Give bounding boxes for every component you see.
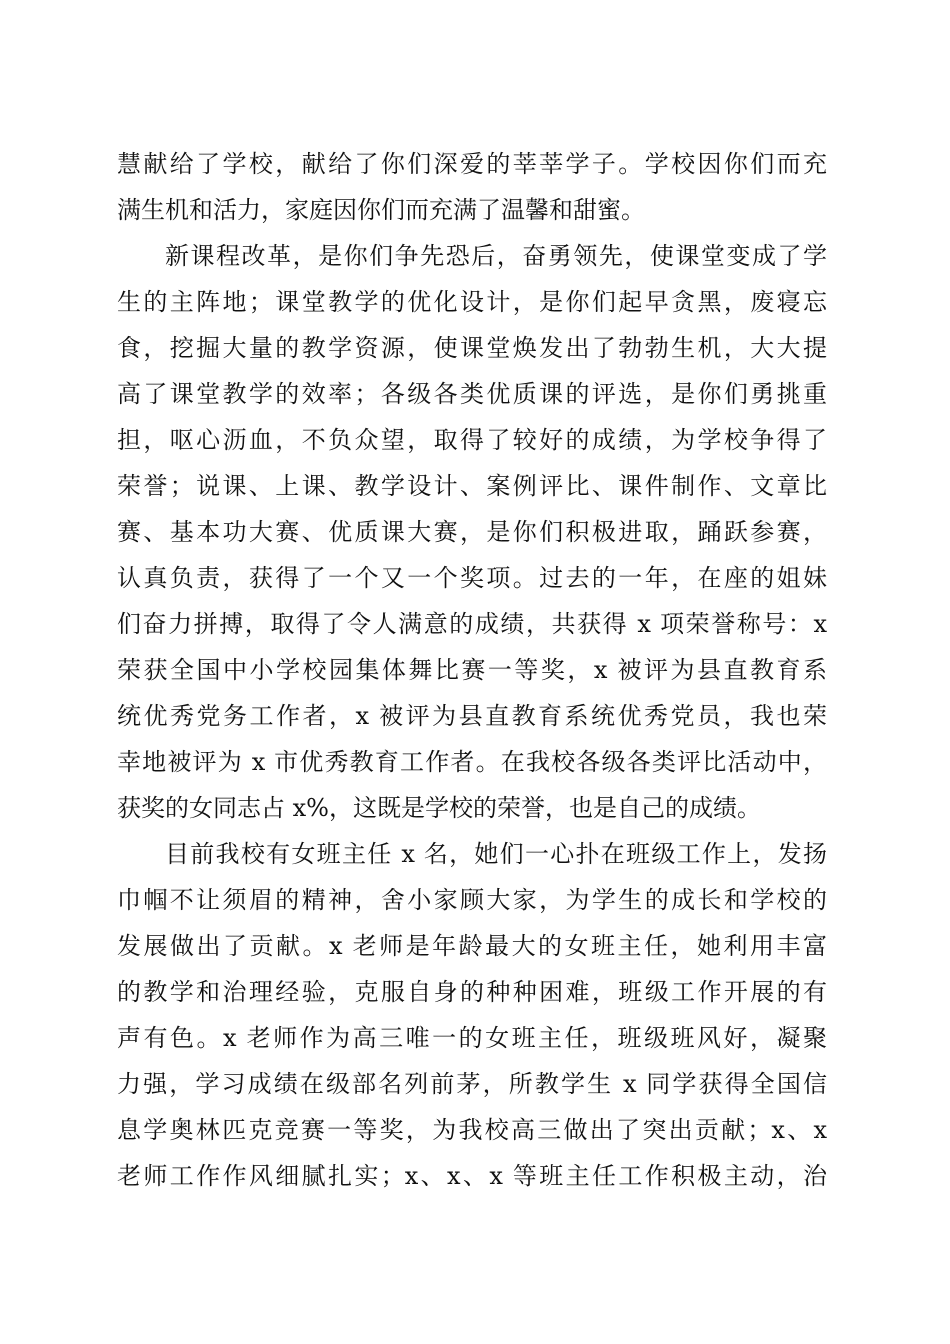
text-line: 担，呕心沥血，不负众望，取得了较好的成绩，为学校争得了	[117, 426, 827, 454]
text-line: 获奖的女同志占 x%，这既是学校的荣誉，也是自己的成绩。	[117, 794, 761, 822]
text-line: 荣获全国中小学校园集体舞比赛一等奖，x 被评为县直教育系	[117, 656, 827, 684]
text-line: 声有色。x 老师作为高三唯一的女班主任，班级班风好，凝聚	[117, 1024, 827, 1052]
text-line: 荣誉；说课、上课、教学设计、案例评比、课件制作、文章比	[117, 472, 827, 500]
text-line: 赛、基本功大赛、优质课大赛，是你们积极进取，踊跃参赛，	[117, 518, 827, 546]
text-line: 息学奥林匹克竞赛一等奖，为我校高三做出了突出贡献；x、x	[117, 1116, 827, 1144]
text-line: 统优秀党务工作者，x 被评为县直教育系统优秀党员，我也荣	[117, 702, 827, 730]
text-line: 认真负责，获得了一个又一个奖项。过去的一年，在座的姐妹	[117, 564, 827, 592]
document-body	[117, 141, 827, 1199]
text-line: 生的主阵地；课堂教学的优化设计，是你们起早贪黑，废寝忘	[117, 288, 827, 316]
text-line: 的教学和治理经验，克服自身的种种困难，班级工作开展的有	[117, 978, 827, 1006]
text-line: 目前我校有女班主任 x 名，她们一心扑在班级工作上，发扬	[165, 840, 827, 868]
text-line: 们奋力拼搏，取得了令人满意的成绩，共获得 x 项荣誉称号：x	[117, 610, 827, 638]
text-line: 发展做出了贡献。x 老师是年龄最大的女班主任，她利用丰富	[117, 932, 827, 960]
text-line: 力强，学习成绩在级部名列前茅，所教学生 x 同学获得全国信	[117, 1070, 827, 1098]
text-line: 幸地被评为 x 市优秀教育工作者。在我校各级各类评比活动中，	[117, 748, 827, 776]
text-line: 老师工作作风细腻扎实；x、x、x 等班主任工作积极主动，治	[117, 1162, 827, 1190]
text-line: 巾帼不让须眉的精神，舍小家顾大家，为学生的成长和学校的	[117, 886, 827, 914]
text-line: 慧献给了学校，献给了你们深爱的莘莘学子。学校因你们而充	[117, 150, 827, 178]
text-line: 满生机和活力，家庭因你们而充满了温馨和甜蜜。	[117, 196, 645, 224]
text-line: 高了课堂教学的效率；各级各类优质课的评选，是你们勇挑重	[117, 380, 827, 408]
text-line: 食，挖掘大量的教学资源，使课堂焕发出了勃勃生机，大大提	[117, 334, 827, 362]
text-line: 新课程改革，是你们争先恐后，奋勇领先，使课堂变成了学	[165, 242, 827, 270]
